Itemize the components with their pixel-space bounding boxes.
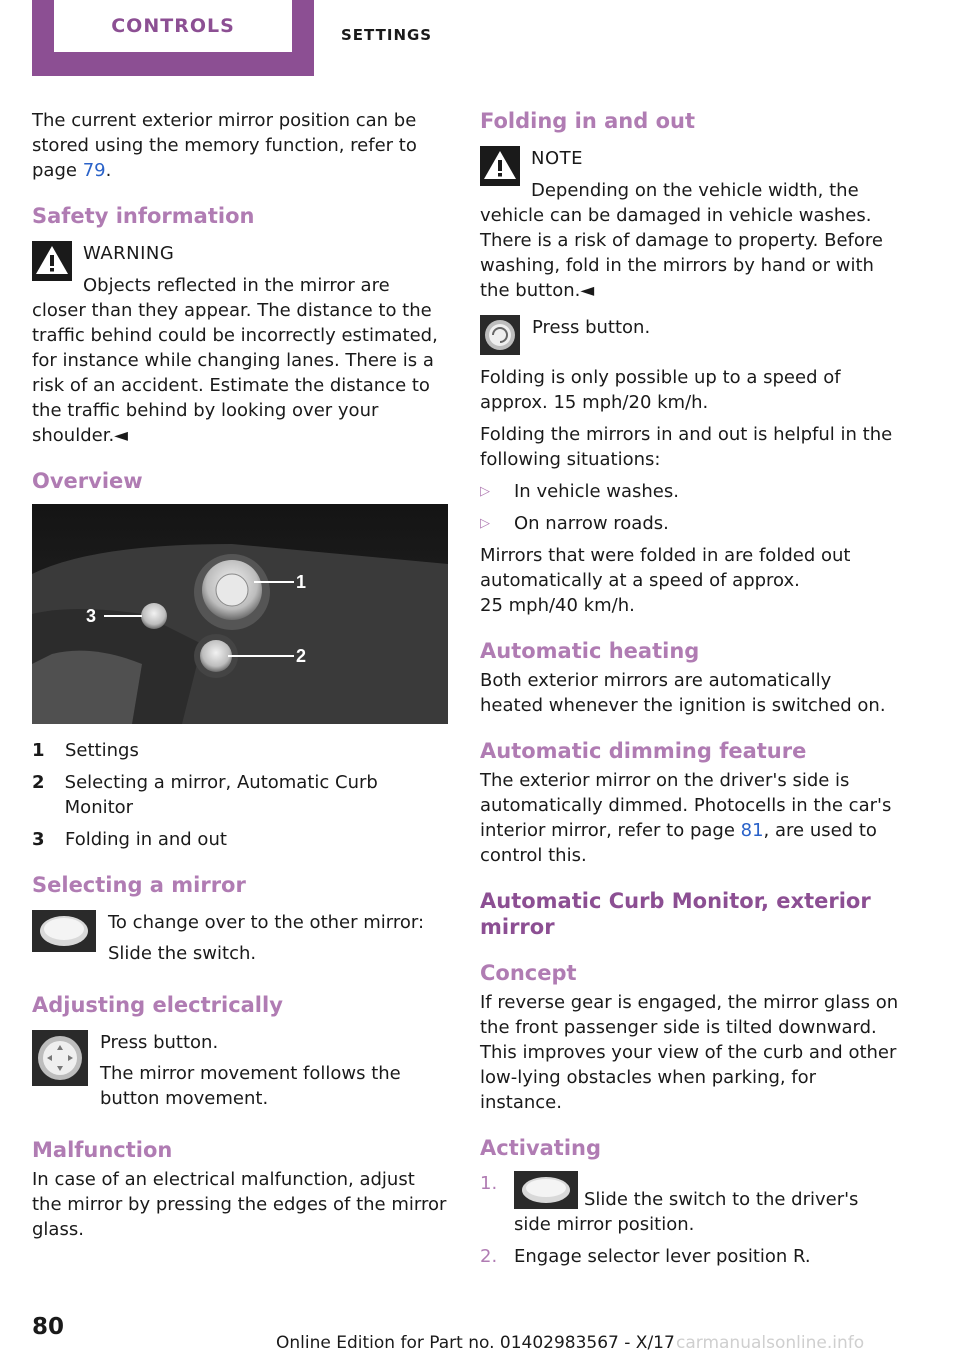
- adjusting-heading: Adjusting electrically: [32, 993, 283, 1017]
- folding-heading: Folding in and out: [480, 109, 695, 133]
- safety-heading: Safety information: [32, 204, 255, 228]
- overview-legend: [32, 738, 448, 852]
- callout-3: 3: [86, 606, 97, 626]
- list-item: 1. Slide the switch to the driver's side mirror position.: [480, 1173, 859, 1235]
- adjusting-text-1: Press button.: [100, 1032, 219, 1053]
- curb-monitor-heading: Automatic Curb Monitor, exterior mirror: [480, 889, 871, 939]
- page-link-81[interactable]: 81: [740, 820, 764, 841]
- fold-mirror-button-icon: [480, 315, 520, 355]
- settings-tab[interactable]: SETTINGS: [341, 26, 433, 44]
- warning-text: Objects reflected in the mirror are closer than they appear. The distance to the traffic behind could be incorrectly estimated, for instance while changing lanes. There is a risk of an accident. Estimate the distance to the traffic behind by looking over your shoulder.◄: [32, 275, 438, 446]
- list-item: 2. Engage selector lever position R.: [480, 1246, 811, 1267]
- mirror-adjust-knob-icon: [32, 1030, 88, 1086]
- note-title: NOTE: [531, 148, 584, 169]
- page-number: 80: [32, 1314, 65, 1340]
- legend-item: 2 Selecting a mirror, Automatic Curb Monitor: [32, 772, 378, 818]
- selecting-mirror-heading: Selecting a mirror: [32, 873, 246, 897]
- folded-out-text: Mirrors that were folded in are folded out automatically at a speed of approx. 25 mph/40 km/h.: [480, 545, 851, 616]
- selecting-mirror-row: [32, 910, 448, 972]
- list-item: ▷ In vehicle washes.: [480, 481, 679, 502]
- right-column: [480, 108, 900, 1276]
- page-link-79[interactable]: 79: [82, 160, 106, 181]
- warning-box: [32, 241, 448, 448]
- heating-text: Both exterior mirrors are automatically heated whenever the ignition is switched on.: [480, 670, 886, 716]
- dimming-text: The exterior mirror on the driver's side is automatically dimmed. Photocells in the car's interior mirror, refer to page 81, are used to control this.: [480, 770, 892, 866]
- selecting-mirror-text-2: Slide the switch.: [108, 943, 257, 964]
- callout-1: 1: [296, 572, 307, 592]
- activating-heading: Activating: [480, 1136, 602, 1160]
- selecting-mirror-text-1: To change over to the other mirror:: [108, 912, 425, 933]
- callout-2: 2: [296, 646, 307, 666]
- dimming-heading: Automatic dimming feature: [480, 739, 807, 763]
- fold-button-row: [480, 315, 900, 355]
- warning-triangle-icon: [32, 241, 72, 281]
- legend-item: 1 Settings: [32, 740, 139, 761]
- activating-steps: [480, 1171, 900, 1269]
- overview-heading: Overview: [32, 469, 143, 493]
- malfunction-heading: Malfunction: [32, 1138, 173, 1162]
- controls-tab[interactable]: [32, 0, 314, 76]
- watermark: carmanualsonline.info: [676, 1333, 865, 1353]
- left-column: [32, 108, 448, 1249]
- adjusting-text-2: The mirror movement follows the button movement.: [100, 1063, 401, 1109]
- note-text: Depending on the vehicle width, the vehicle can be damaged in vehicle washes. There is a risk of damage to property. Before washing, fold in the mirrors by hand or with the button.◄: [480, 180, 883, 301]
- mirror-switch-icon: [32, 910, 96, 952]
- folding-speed-text: Folding is only possible up to a speed of approx. 15 mph/20 km/h.: [480, 367, 841, 413]
- triangle-bullet-icon: ▷: [480, 484, 490, 499]
- concept-text: If reverse gear is engaged, the mirror glass on the front passenger side is tilted downward. This improves your view of the curb and other low-lying obstacles when parking, for instance.: [480, 992, 899, 1113]
- concept-heading: Concept: [480, 961, 577, 985]
- folding-situations-list: [480, 479, 900, 536]
- warning-triangle-icon: [480, 146, 520, 186]
- triangle-bullet-icon: ▷: [480, 516, 490, 531]
- legend-item: 3 Folding in and out: [32, 829, 227, 850]
- edition-footer: Online Edition for Part no. 01402983567 - X/17: [276, 1333, 675, 1353]
- adjusting-row: [32, 1030, 448, 1117]
- heating-heading: Automatic heating: [480, 639, 700, 663]
- mirror-controls-photo: [32, 504, 448, 724]
- note-box: [480, 146, 900, 303]
- malfunction-text: In case of an electrical malfunction, adjust the mirror by pressing the edges of the mirror glass.: [32, 1169, 447, 1240]
- controls-tab-label: CONTROLS: [111, 15, 235, 37]
- controls-tab-label-box: [54, 0, 292, 52]
- list-item: ▷ On narrow roads.: [480, 513, 669, 534]
- fold-press-button-text: Press button.: [532, 317, 651, 338]
- mirror-switch-icon: [514, 1171, 578, 1209]
- intro-paragraph: The current exterior mirror position can be stored using the memory function, refer to page 79.: [32, 110, 417, 181]
- folding-helpful-text: Folding the mirrors in and out is helpful in the following situations:: [480, 424, 893, 470]
- warning-title: WARNING: [83, 243, 175, 264]
